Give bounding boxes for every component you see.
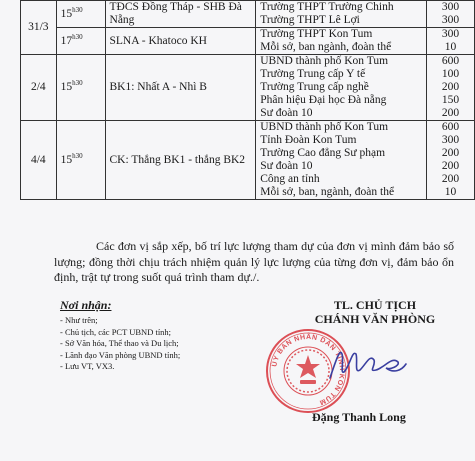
schedule-table (20, 0, 475, 200)
units-cell: UBND thành phố Kon Tum Tỉnh Đoàn Kon Tum Trường Cao đẳng Sư phạm Sư đoàn 10 Công an tỉnh Mỗi sở, ban, ngành, đoàn thể (256, 121, 427, 200)
time-cell: $17^{h30}$ (56, 28, 105, 55)
list-item: - Lãnh đạo Văn phòng UBND tỉnh; (60, 349, 181, 360)
match-cell: BK1: Nhất A - Nhì B (105, 55, 256, 121)
list-item: - Sở Văn hóa, Thể thao và Du lịch; (60, 338, 179, 348)
units-cell: Trường THPT Kon Tum Mỗi sở, ban ngành, đoàn thể (256, 28, 427, 55)
signature-title-line2: CHÁNH VĂN PHÒNG (314, 312, 436, 326)
time-cell: $15^{h30}$ (56, 121, 105, 200)
count-cell: 300 10 (426, 28, 474, 55)
recipients-title: Nơi nhận: (60, 298, 112, 312)
time-cell: $15^{h30}$ (56, 1, 105, 28)
date-cell: 31/3 (21, 1, 57, 55)
handwritten-signature (328, 340, 408, 385)
recipients-list (60, 315, 180, 373)
table-row (21, 55, 475, 121)
unit-line: Trường THPT Lê Lợi (260, 14, 360, 26)
table-row (21, 28, 475, 55)
time-cell: $15^{h30}$ (56, 55, 105, 121)
count-cell: 600 100 200 150 200 (426, 55, 474, 121)
match-cell: SLNA - Khatoco KH (105, 28, 256, 55)
list-item: - Như trên; (60, 315, 98, 325)
seal-text: ỦY BAN NHÂN DÂN TỈNH KON TUM (271, 333, 346, 406)
count-cell: 300 300 (426, 1, 474, 28)
emblem-icon (287, 350, 329, 392)
count-cell: 600 300 200 200 200 10 (426, 121, 474, 200)
signature-title (300, 298, 450, 326)
signer-name: Đặng Thanh Long (312, 410, 406, 424)
units-cell (256, 1, 427, 28)
table-row (21, 121, 475, 200)
match-cell: TĐCS Đồng Tháp - SHB Đà Nẵng (105, 1, 256, 28)
date-cell: 2/4 (21, 55, 57, 121)
unit-line: Trường THPT Trường Chinh (260, 1, 394, 13)
date-cell: 4/4 (21, 121, 57, 200)
table-row (21, 1, 475, 28)
body-paragraph: Các đơn vị sắp xếp, bố trí lực lượng tham dự của đơn vị mình đảm bảo số lượng; đồng thời chịu trách nhiệm quản lý lực lượng của từng đơn vị, đảm bảo ổn định, trật tự trong suốt quá trình tham dự./. (54, 239, 454, 284)
list-item: - Lưu VT, VX3. (60, 361, 115, 371)
list-item: - Chủ tịch, các PCT UBND tỉnh; (60, 326, 172, 337)
units-cell: UBND thành phố Kon Tum Trường Trung cấp Y tế Trường Trung cấp nghề Phân hiệu Đại học Đà nẵng Sư đoàn 10 (256, 55, 427, 121)
signature-title-line1: TL. CHỦ TỊCH (333, 298, 417, 312)
match-cell: CK: Thắng BK1 - thắng BK2 (105, 121, 256, 200)
